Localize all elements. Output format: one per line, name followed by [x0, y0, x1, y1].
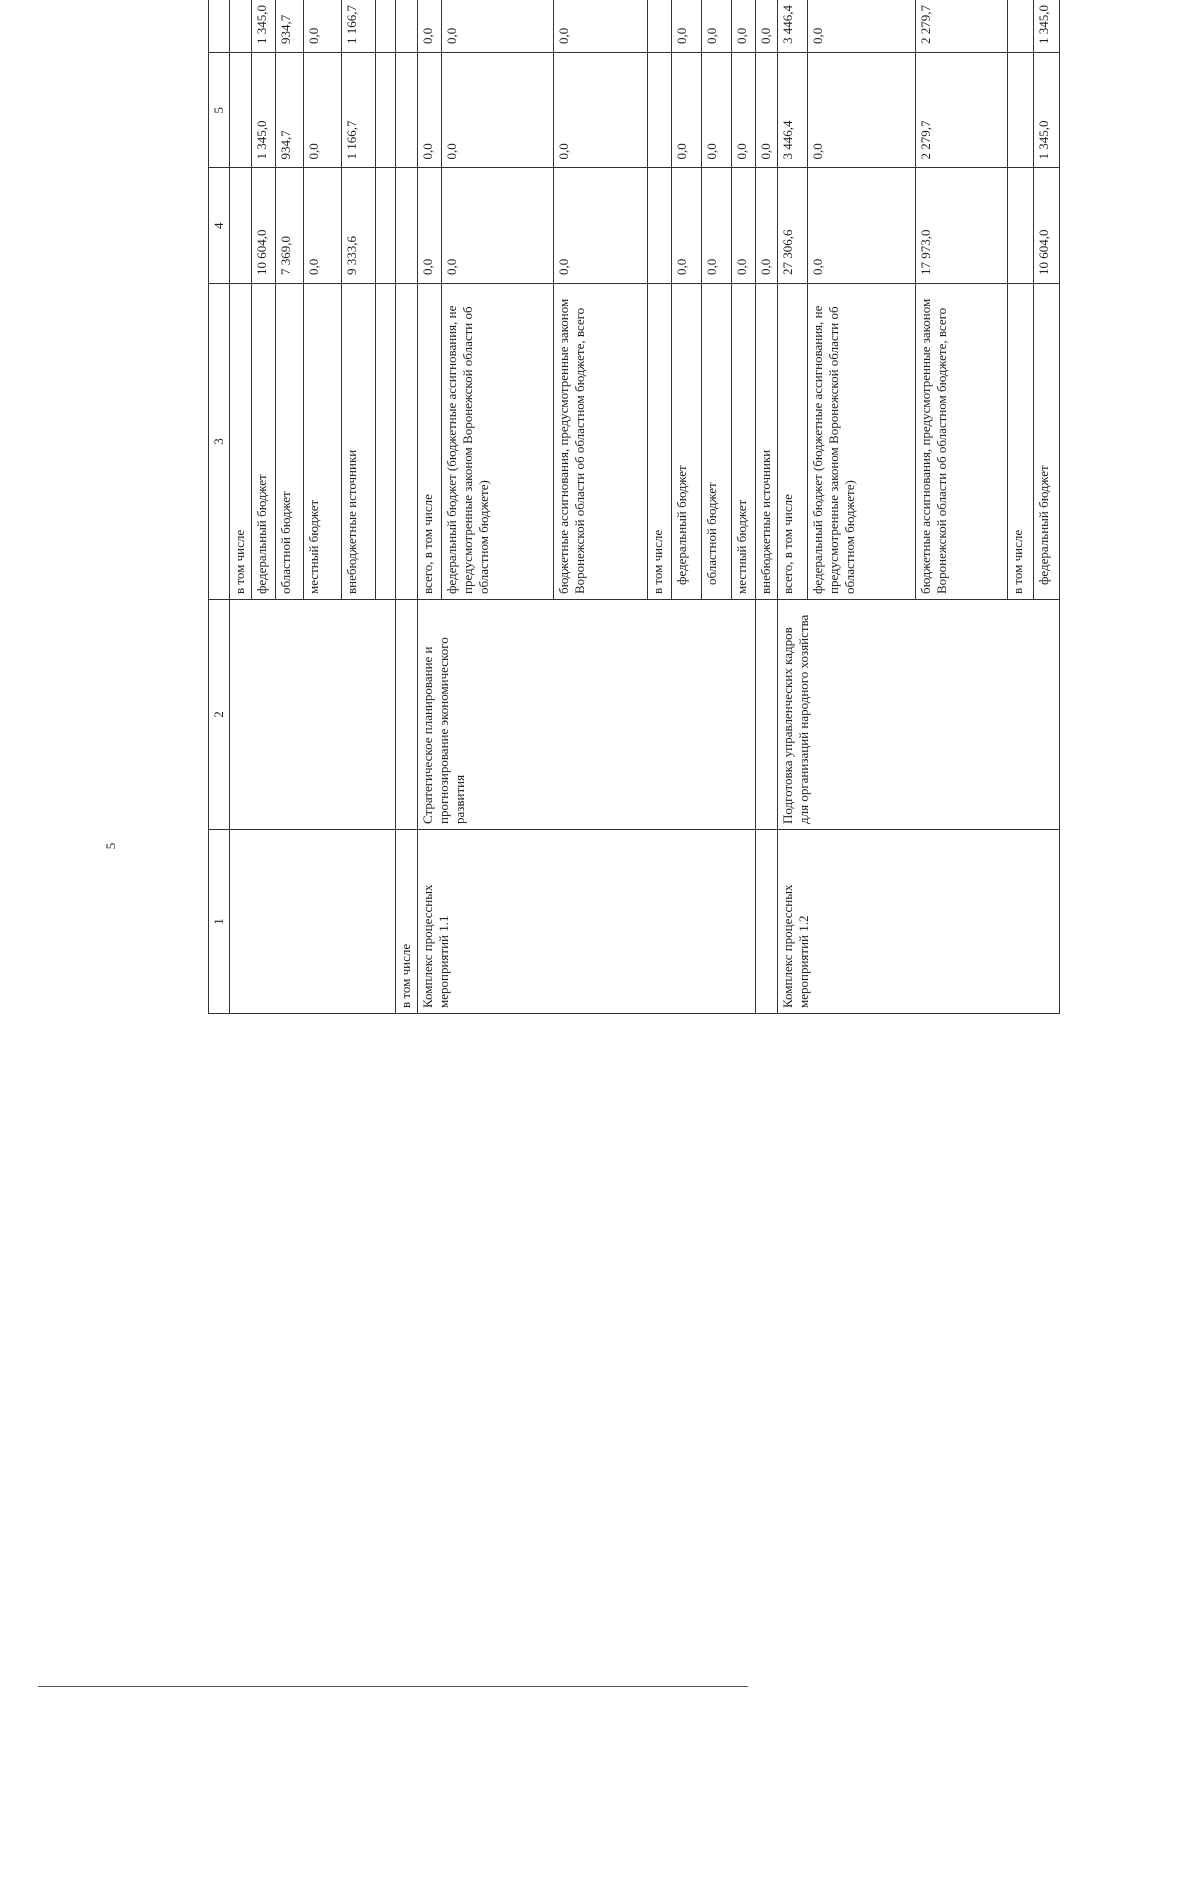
- value-cell: 0,0: [418, 53, 442, 169]
- value-cell: 0,0: [304, 53, 342, 169]
- value-cell: 0,0: [554, 0, 648, 53]
- value-cell: 0,0: [732, 0, 756, 53]
- table-row: [396, 0, 418, 1014]
- row-label: бюджетные ассигнования, предусмотренные законом Воронежской области об областном бюджете, всего: [554, 284, 648, 600]
- row-label: в том числе: [230, 284, 252, 600]
- cell-empty: [396, 168, 418, 284]
- value-cell: 0,0: [672, 168, 702, 284]
- table-row: [418, 0, 442, 1014]
- value-cell: 2 279,7: [916, 53, 1008, 169]
- cell-empty: [376, 53, 396, 169]
- value-cell: 0,0: [702, 168, 732, 284]
- value-cell: 0,0: [756, 168, 778, 284]
- row-label: всего, в том числе: [778, 284, 808, 600]
- value-cell: 9 333,6: [342, 168, 376, 284]
- cell-empty: [376, 0, 396, 53]
- row-label: федеральный бюджет (бюджетные ассигнования, не предусмотренные законом Воронежской области об областном бюджете): [808, 284, 916, 600]
- value-cell: 0,0: [756, 53, 778, 169]
- value-cell: 0,0: [672, 0, 702, 53]
- value-cell: 0,0: [304, 168, 342, 284]
- cell-empty: [648, 53, 672, 169]
- value-cell: 0,0: [756, 0, 778, 53]
- cell-empty: [230, 600, 396, 830]
- value-cell: 1 166,7: [342, 0, 376, 53]
- row-label: федеральный бюджет: [672, 284, 702, 600]
- table-row: [778, 0, 808, 1014]
- cell-empty: [376, 284, 396, 600]
- value-cell: 1 345,0: [252, 0, 276, 53]
- complex-1-1-name: Комплекс процессных мероприятий 1.1: [418, 830, 756, 1014]
- value-cell: 1 345,0: [252, 53, 276, 169]
- cell-empty: [648, 168, 672, 284]
- complex-1-2-title: Подготовка управленческих кадров для организаций народного хозяйства: [778, 600, 1060, 830]
- complex-1-1-title: Стратегическое планирование и прогнозирование экономического развития: [418, 600, 756, 830]
- value-cell: 0,0: [702, 0, 732, 53]
- row-label: федеральный бюджет: [1034, 284, 1060, 600]
- value-cell: 1 166,7: [342, 53, 376, 169]
- row-label: бюджетные ассигнования, предусмотренные законом Воронежской области об областном бюджете, всего: [916, 284, 1008, 600]
- rotated-table-container: [208, 5, 1104, 1887]
- cell-empty: [648, 0, 672, 53]
- row-label: областной бюджет: [276, 284, 304, 600]
- cell-empty: [230, 168, 252, 284]
- row-label: федеральный бюджет (бюджетные ассигнования, не предусмотренные законом Воронежской области об областном бюджете): [442, 284, 554, 600]
- cell-empty: [756, 600, 778, 830]
- value-cell: 2 279,7: [916, 0, 1008, 53]
- value-cell: 0,0: [732, 53, 756, 169]
- value-cell: 0,0: [808, 168, 916, 284]
- cell-empty: [376, 168, 396, 284]
- value-cell: 3 446,4: [778, 53, 808, 169]
- row-label: в том числе: [396, 830, 418, 1014]
- page-number: 5: [103, 842, 118, 850]
- cell-empty: [230, 830, 396, 1014]
- row-label: в том числе: [648, 284, 672, 600]
- complex-1-2-name: Комплекс процессных мероприятий 1.2: [778, 830, 1060, 1014]
- value-cell: 0,0: [418, 0, 442, 53]
- cell-empty: [756, 830, 778, 1014]
- value-cell: 0,0: [442, 0, 554, 53]
- value-cell: 934,7: [276, 53, 304, 169]
- value-cell: 17 973,0: [916, 168, 1008, 284]
- header-col-5: 5: [209, 53, 230, 169]
- cell-empty: [230, 53, 252, 169]
- value-cell: 0,0: [418, 168, 442, 284]
- table-row: [230, 0, 252, 1014]
- row-label: местный бюджет: [304, 284, 342, 600]
- value-cell: 0,0: [442, 53, 554, 169]
- header-row: [209, 0, 230, 1014]
- row-label: местный бюджет: [732, 284, 756, 600]
- cell-empty: [396, 600, 418, 830]
- value-cell: 0,0: [554, 53, 648, 169]
- row-label: федеральный бюджет: [252, 284, 276, 600]
- value-cell: 27 306,6: [778, 168, 808, 284]
- value-cell: 1 345,0: [1034, 53, 1060, 169]
- value-cell: 0,0: [808, 0, 916, 53]
- header-col-1: 1: [209, 830, 230, 1014]
- cell-empty: [396, 0, 418, 53]
- row-label: в том числе: [1008, 284, 1034, 600]
- value-cell: 0,0: [672, 53, 702, 169]
- row-label: внебюджетные источники: [756, 284, 778, 600]
- value-cell: 10 604,0: [1034, 168, 1060, 284]
- value-cell: 0,0: [304, 0, 342, 53]
- value-cell: 0,0: [702, 53, 732, 169]
- value-cell: 934,7: [276, 0, 304, 53]
- table-row: [756, 0, 778, 1014]
- header-col-3: 3: [209, 284, 230, 600]
- value-cell: 7 369,0: [276, 168, 304, 284]
- value-cell: 0,0: [808, 53, 916, 169]
- row-label: всего, в том числе: [418, 284, 442, 600]
- cell-empty: [396, 284, 418, 600]
- cell-empty: [1008, 168, 1034, 284]
- table-wrapper: [208, 0, 1104, 1014]
- header-col-2: 2: [209, 600, 230, 830]
- cell-empty: [1008, 0, 1034, 53]
- footer-rule: [38, 1686, 748, 1687]
- row-label: областной бюджет: [702, 284, 732, 600]
- value-cell: 3 446,4: [778, 0, 808, 53]
- value-cell: 10 604,0: [252, 168, 276, 284]
- header-col-6: [209, 0, 230, 53]
- value-cell: 0,0: [732, 168, 756, 284]
- cell-empty: [1008, 53, 1034, 169]
- value-cell: 0,0: [554, 168, 648, 284]
- cell-empty: [396, 53, 418, 169]
- cell-empty: [230, 0, 252, 53]
- financing-table: [208, 0, 1060, 1014]
- row-label: внебюджетные источники: [342, 284, 376, 600]
- value-cell: 1 345,0: [1034, 0, 1060, 53]
- value-cell: 0,0: [442, 168, 554, 284]
- header-col-4: 4: [209, 168, 230, 284]
